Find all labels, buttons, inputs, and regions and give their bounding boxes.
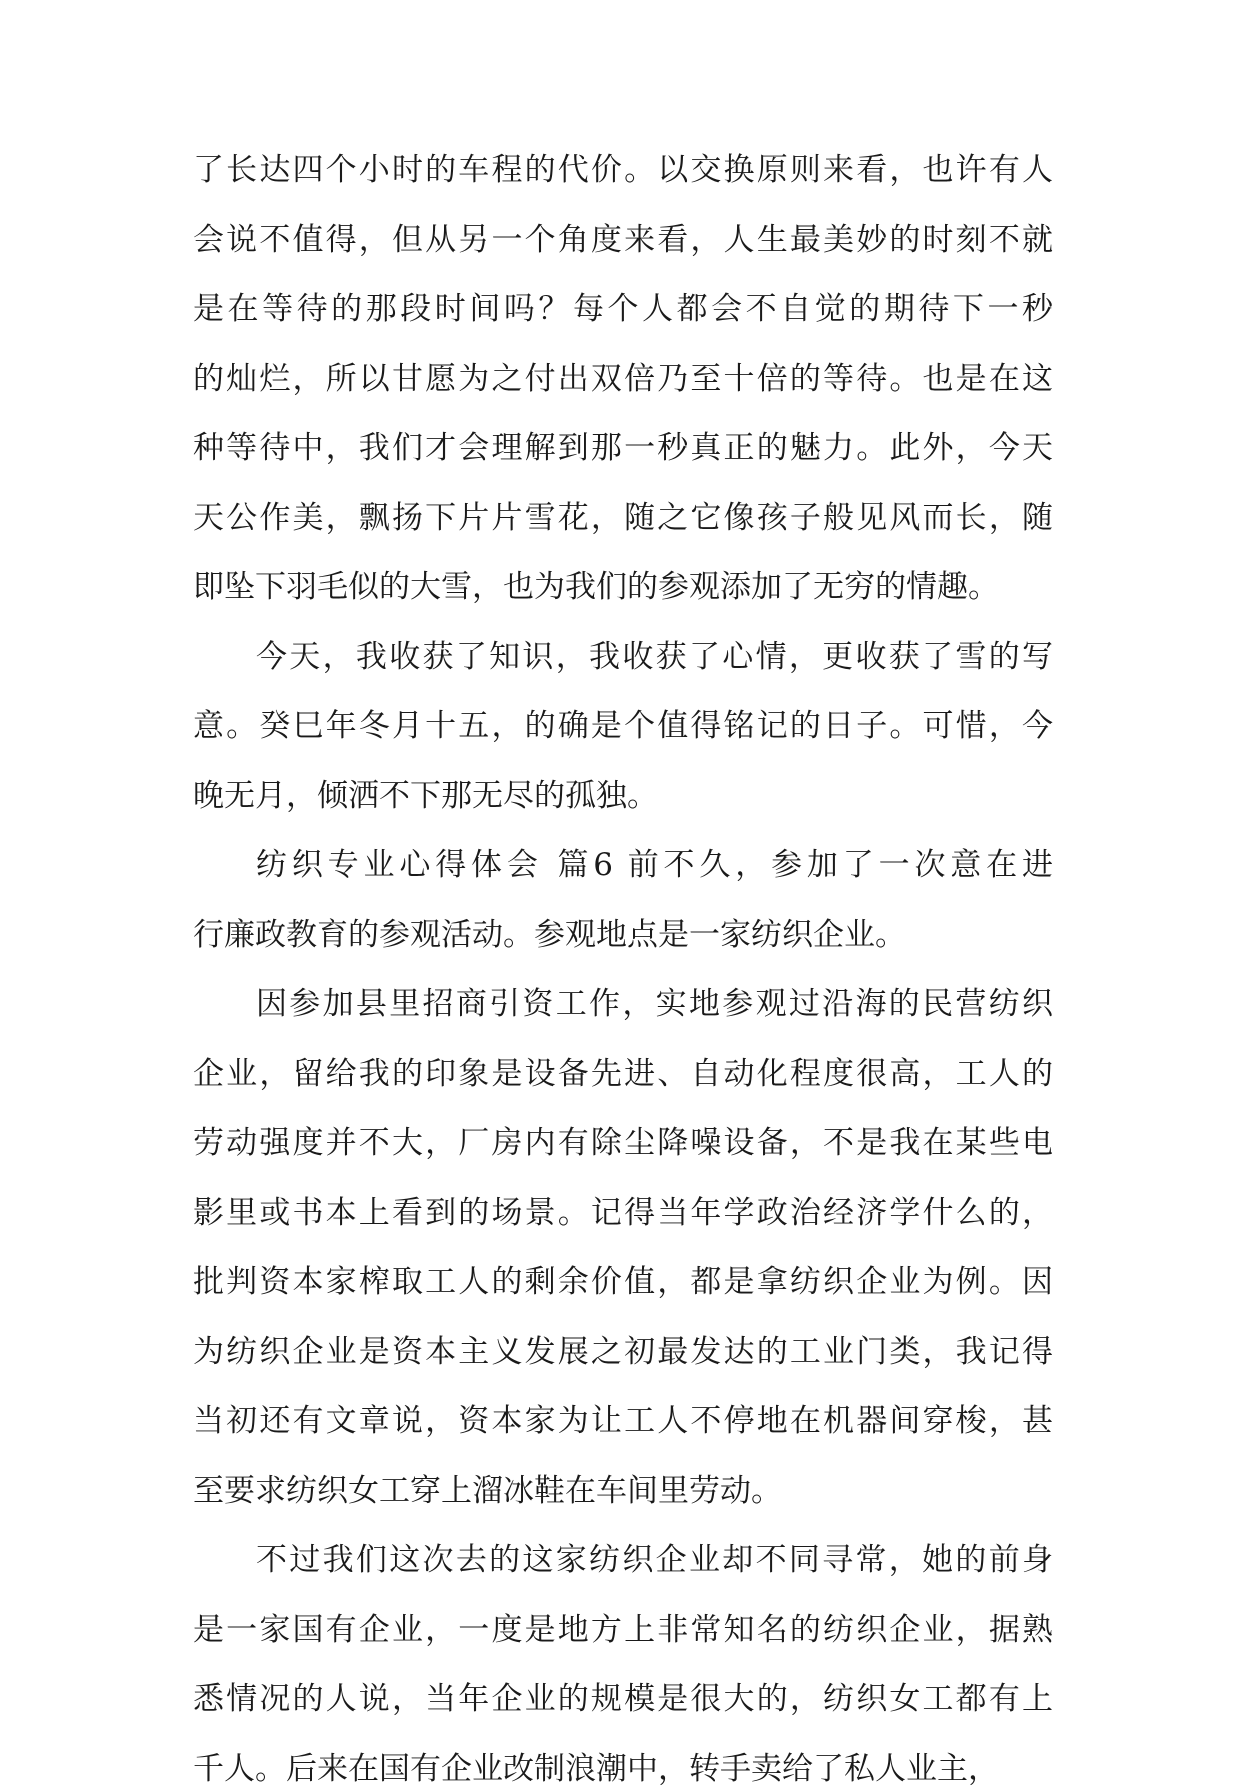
text-line: 行廉政教育的参观活动。参观地点是一家纺织企业。: [193, 917, 906, 953]
text-line: 天公作美，飘扬下片片雪花，随之它像孩子般见风而长，随: [193, 500, 1053, 536]
text-line: 是一家国有企业，一度是地方上非常知名的纺织企业，据熟: [193, 1612, 1053, 1648]
text-line: 批判资本家榨取工人的剩余价值，都是拿纺织企业为例。因: [193, 1264, 1053, 1300]
text-line: 的灿烂，所以甘愿为之付出双倍乃至十倍的等待。也是在这: [193, 361, 1053, 397]
text-line: 千人。后来在国有企业改制浪潮中，转手卖给了私人业主，: [193, 1751, 999, 1787]
text-line: 悉情况的人说，当年企业的规模是很大的，纺织女工都有上: [193, 1681, 1053, 1717]
text-line: 纺织专业心得体会 篇6 前不久，参加了一次意在进: [256, 847, 1053, 883]
text-line: 是在等待的那段时间吗？每个人都会不自觉的期待下一秒: [193, 291, 1053, 327]
text-line: 至要求纺织女工穿上溜冰鞋在车间里劳动。: [193, 1473, 782, 1509]
text-line: 为纺织企业是资本主义发展之初最发达的工业门类，我记得: [193, 1334, 1053, 1370]
text-line: 晚无月，倾洒不下那无尽的孤独。: [193, 778, 658, 814]
text-line: 因参加县里招商引资工作，实地参观过沿海的民营纺织: [256, 986, 1053, 1022]
text-line: 当初还有文章说，资本家为让工人不停地在机器间穿梭，甚: [193, 1403, 1053, 1439]
text-line: 劳动强度并不大，厂房内有除尘降噪设备，不是我在某些电: [193, 1125, 1053, 1161]
text-line: 影里或书本上看到的场景。记得当年学政治经济学什么的，: [193, 1195, 1053, 1231]
text-line: 企业，留给我的印象是设备先进、自动化程度很高，工人的: [193, 1056, 1053, 1092]
text-line: 不过我们这次去的这家纺织企业却不同寻常，她的前身: [256, 1542, 1053, 1578]
text-line: 了长达四个小时的车程的代价。以交换原则来看，也许有人: [193, 152, 1053, 188]
text-line: 种等待中，我们才会理解到那一秒真正的魅力。此外，今天: [193, 430, 1053, 466]
text-line: 即坠下羽毛似的大雪，也为我们的参观添加了无穷的情趣。: [193, 569, 999, 605]
text-line: 意。癸巳年冬月十五，的确是个值得铭记的日子。可惜，今: [193, 708, 1053, 744]
text-line: 会说不值得，但从另一个角度来看，人生最美妙的时刻不就: [193, 222, 1053, 258]
text-line: 今天，我收获了知识，我收获了心情，更收获了雪的写: [256, 639, 1053, 675]
